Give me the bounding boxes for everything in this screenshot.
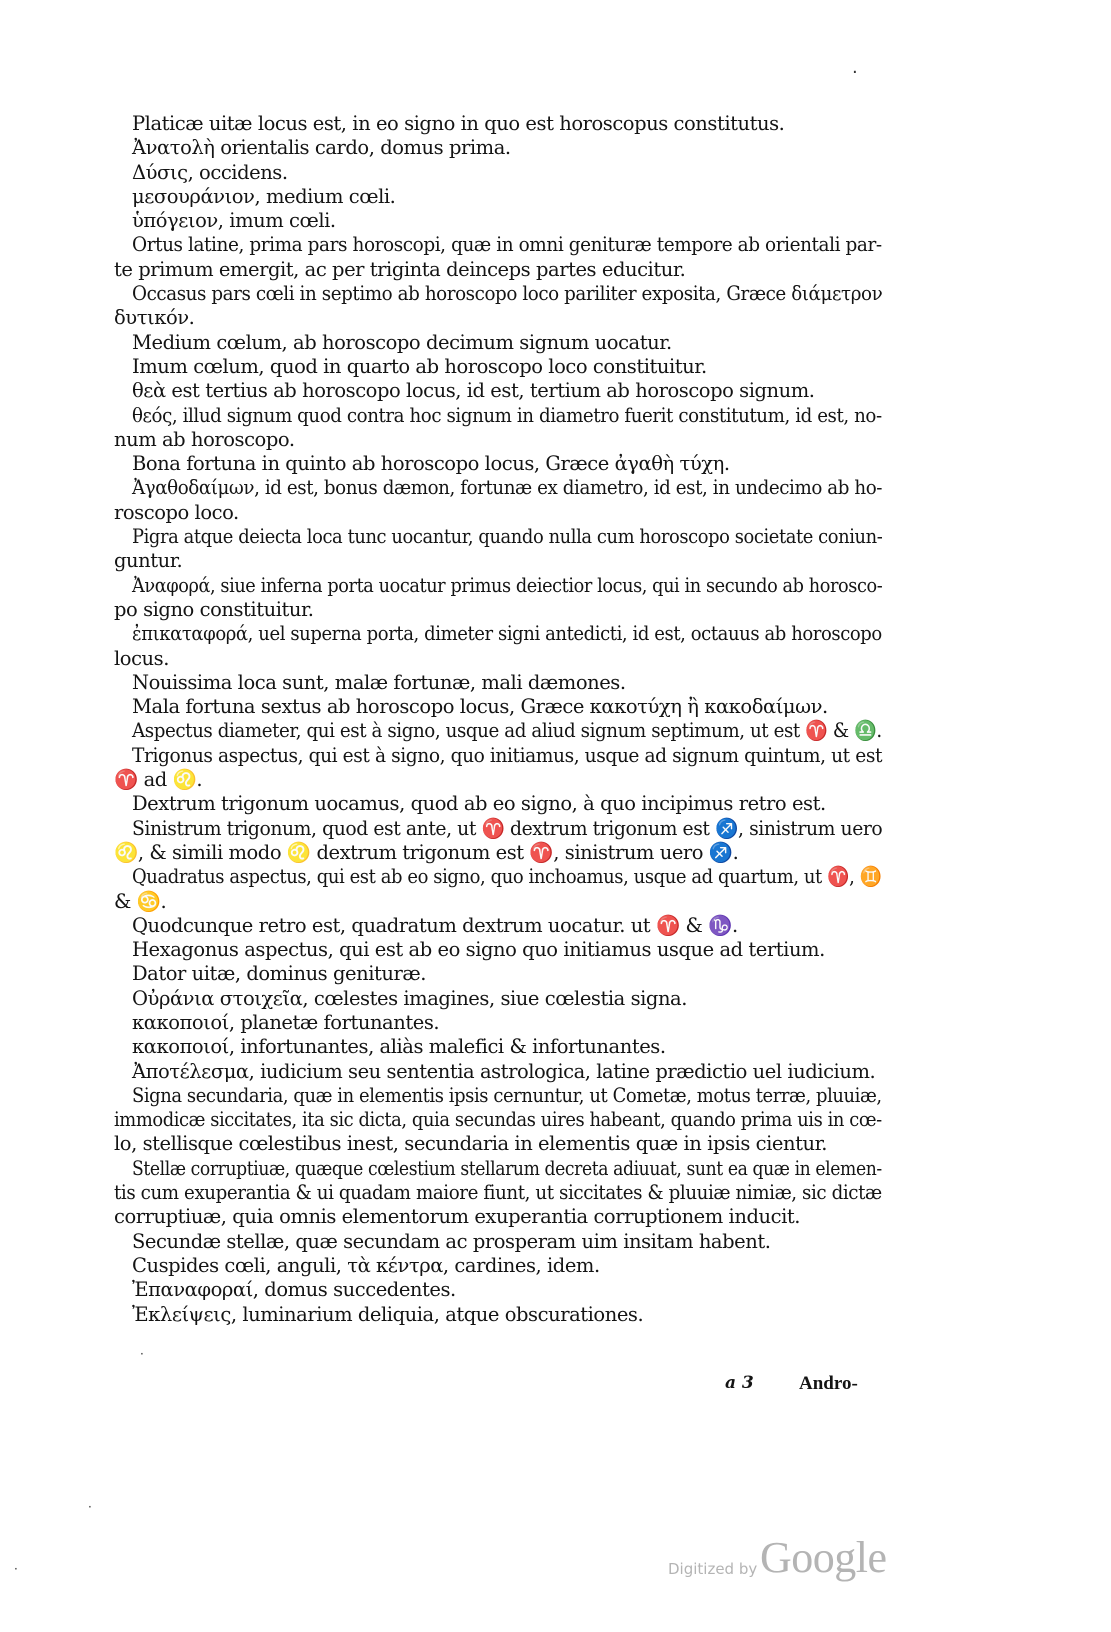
text-line: Δύσις, occidens. bbox=[132, 160, 288, 184]
text-line: immodicæ siccitates, ita sic dicta, quia secundas uires habeant, quando prima uis in cœ- bbox=[114, 1108, 882, 1132]
text-line: Ἀγαθοδαίμων, id est, bonus dæmon, fortunæ ex diametro, id est, in undecimo ab ho- bbox=[132, 476, 883, 500]
text-line: Secundæ stellæ, quæ secundam ac prosperam uim insitam habent. bbox=[132, 1229, 771, 1253]
text-line: Cuspides cœli, anguli, τὰ κέντρα, cardines, idem. bbox=[132, 1253, 600, 1277]
text-line: μεσουράνιον, medium cœli. bbox=[132, 184, 396, 208]
text-line: corruptiuæ, quia omnis elementorum exuperantia corruptionem inducit. bbox=[114, 1205, 800, 1229]
text-line: ἐπικαταφορά, uel superna porta, dimeter signi antedicti, id est, octauus ab horoscopo bbox=[132, 622, 882, 646]
text-line: Dator uitæ, dominus genituræ. bbox=[132, 962, 426, 986]
text-line: θεός, illud signum quod contra hoc signum in diametro fuerit constitutum, id est, no- bbox=[132, 403, 882, 427]
text-line: Mala fortuna sextus ab horoscopo locus, Græce κακοτύχη ἢ κακοδαίμων. bbox=[132, 695, 828, 719]
text-line: Platicæ uitæ locus est, in eo signo in quo est horoscopus constitutus. bbox=[132, 112, 785, 135]
text-line: κακοποιοί, infortunantes, aliàs malefici & infortunantes. bbox=[132, 1035, 666, 1059]
text-line: ♈ ad ♌. bbox=[114, 768, 203, 792]
text-line: Imum cœlum, quod in quarto ab horoscopo loco constituitur. bbox=[132, 354, 707, 378]
watermark-logo: Google bbox=[760, 1533, 887, 1582]
watermark-prefix: Digitized by bbox=[668, 1560, 758, 1578]
text-line: Quadratus aspectus, qui est ab eo signo, quo inchoamus, usque ad quartum, ut ♈, ♊ bbox=[132, 865, 882, 889]
speck-mark: · bbox=[88, 1500, 92, 1514]
text-line: θεὰ est tertius ab horoscopo locus, id est, tertium ab horoscopo signum. bbox=[132, 379, 815, 403]
text-line: Nouissima loca sunt, malæ fortunæ, mali dæmones. bbox=[132, 670, 626, 694]
digitized-watermark bbox=[668, 1532, 908, 1592]
text-line: & ♋. bbox=[114, 889, 167, 913]
text-line: Ἀνατολὴ orientalis cardo, domus prima. bbox=[132, 136, 511, 160]
text-line: Dextrum trigonum uocamus, quod ab eo signo, à quo incipimus retro est. bbox=[132, 792, 826, 816]
text-line: locus. bbox=[114, 646, 169, 670]
signature-mark: a 3 bbox=[725, 1373, 754, 1393]
text-line: Stellæ corruptiuæ, quæque cœlestium stellarum decreta adiuuat, sunt ea quæ in elemen- bbox=[132, 1156, 882, 1180]
text-line: Ἐπαναφοραί, domus succedentes. bbox=[132, 1278, 456, 1302]
text-line: Ἀποτέλεσμα, iudicium seu sententia astrologica, latine prædictio uel iudicium. bbox=[132, 1059, 876, 1083]
text-line: Ἐκλείψεις, luminarium deliquia, atque obscurationes. bbox=[132, 1302, 644, 1326]
text-line: Ἀναφορά, siue inferna porta uocatur primus deiectior locus, qui in secundo ab horosco- bbox=[132, 573, 883, 597]
text-line: te primum emergit, ac per triginta deinceps partes educitur. bbox=[114, 257, 686, 281]
text-line: Quodcunque retro est, quadratum dextrum uocatur. ut ♈ & ♑. bbox=[132, 913, 738, 937]
text-line: Trigonus aspectus, qui est à signo, quo initiamus, usque ad signum quintum, ut est bbox=[132, 743, 883, 767]
text-line: lo, stellisque cœlestibus inest, secundaria in elementis quæ in ipsis cientur. bbox=[114, 1132, 828, 1156]
speck-mark: · bbox=[140, 1347, 144, 1361]
glossary-text-block bbox=[114, 112, 882, 1327]
text-line: Οὐράνια στοιχεῖα, cœlestes imagines, siue cœlestia signa. bbox=[132, 986, 687, 1010]
text-line: guntur. bbox=[114, 549, 183, 573]
text-line: roscopo loco. bbox=[114, 500, 239, 524]
text-line: po signo constituitur. bbox=[114, 597, 314, 621]
catchword: Andro- bbox=[799, 1373, 858, 1394]
text-line: Hexagonus aspectus, qui est ab eo signo quo initiamus usque ad tertium. bbox=[132, 938, 825, 962]
text-line: Bona fortuna in quinto ab horoscopo locus, Græce ἀγαθὴ τύχη. bbox=[132, 452, 730, 476]
text-line: κακοποιοί, planetæ fortunantes. bbox=[132, 1010, 440, 1034]
text-line: Ortus latine, prima pars horoscopi, quæ in omni genituræ tempore ab orientali par- bbox=[132, 233, 882, 257]
speck-mark: · bbox=[852, 62, 858, 83]
text-line: Signa secundaria, quæ in elementis ipsis cernuntur, ut Cometæ, motus terræ, pluuiæ, bbox=[132, 1083, 882, 1107]
text-line: Aspectus diameter, qui est à signo, usque ad aliud signum septimum, ut est ♈ & ♎. bbox=[132, 719, 882, 743]
text-line: Medium cœlum, ab horoscopo decimum signum uocatur. bbox=[132, 330, 672, 354]
text-line: tis cum exuperantia & ui quadam maiore fiunt, ut siccitates & pluuiæ nimiæ, sic dictæ bbox=[114, 1181, 882, 1205]
text-line: Pigra atque deiecta loca tunc uocantur, quando nulla cum horoscopo societate coniun- bbox=[132, 525, 883, 549]
text-line: num ab horoscopo. bbox=[114, 427, 295, 451]
text-line: Sinistrum trigonum, quod est ante, ut ♈ dextrum trigonum est ♐, sinistrum uero bbox=[132, 816, 883, 840]
page-footer bbox=[0, 1373, 1111, 1403]
text-line: ♌, & simili modo ♌ dextrum trigonum est ♈, sinistrum uero ♐. bbox=[114, 840, 739, 864]
text-line: Occasus pars cœli in septimo ab horoscopo loco pariliter exposita, Græce διάμετρον bbox=[132, 282, 883, 306]
text-line: δυτικόν. bbox=[114, 306, 195, 330]
text-line: ὑπόγειον, imum cœli. bbox=[132, 209, 336, 233]
speck-mark: · bbox=[14, 1562, 18, 1576]
